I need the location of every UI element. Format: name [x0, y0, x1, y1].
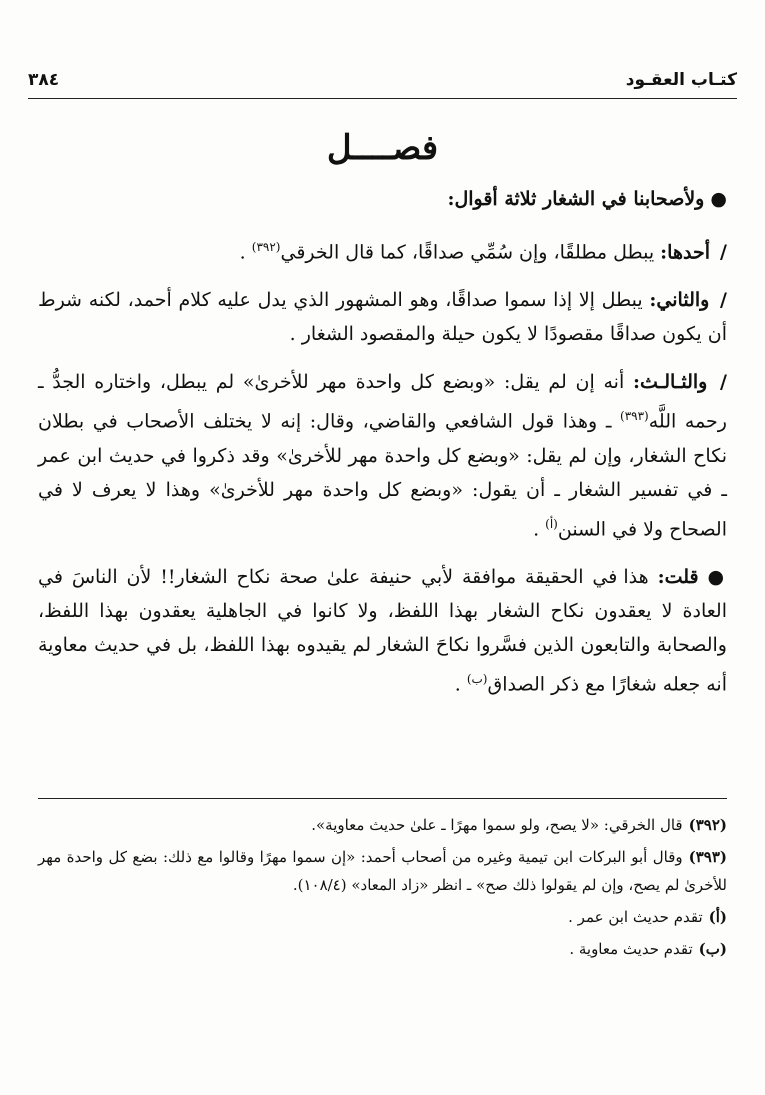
bullet-marker: ●	[707, 565, 727, 588]
footnote-ref: (٣٩٢)	[251, 240, 281, 254]
footnote	[38, 811, 727, 839]
main-text	[38, 182, 727, 715]
paragraph-text: يبطل إلا إذا سموا صداقًا، وهو المشهور الذي يدل عليه كلام أحمد، لكنه شرط أن يكون صداقًا مقصودًا لا يكون حيلة والمقصود الشغار .	[38, 289, 727, 346]
paragraph-lead: والثـالـث:	[632, 371, 708, 394]
slash-marker: /	[720, 371, 727, 394]
paragraph-tail: .	[533, 517, 540, 540]
paragraph-lead: والثاني:	[649, 289, 710, 312]
paragraph-text: أنه إن لم يقل: «وبضع كل واحدة مهر للأخرىٰ» لم يبطل، واختاره الجدُّ ـ رحمه اللَّه	[38, 371, 727, 433]
footnote-number: (ب)	[698, 940, 727, 958]
footnote-number: (٣٩٢)	[688, 816, 727, 834]
bullet-marker: ●	[710, 188, 727, 210]
footnote-text: تقدم حديث معاوية .	[569, 940, 693, 958]
footnote-ref: (أ)	[545, 516, 558, 531]
paragraph	[38, 283, 727, 351]
paragraph-lead: قلت:	[657, 565, 699, 588]
paragraph-text: هذا في الحقيقة موافقة لأبي حنيفة علىٰ صحة نكاح الشغار!! لأن الناسَ في العادة لا يعقدون نكاح الشغار بهذا اللفظ، ولا كانوا في الجاهلية يعقدون بهذا اللفظ، والصحابة والتابعون الذين فسَّروا نكاحَ الشغار لم يقيدوه بهذا اللفظ، بل في حديث معاوية أنه جعله شغارًا مع ذكر الصداق	[38, 565, 727, 696]
footnote-number: (٣٩٣)	[688, 848, 727, 866]
paragraph-text: يبطل مطلقًا، وإن سُمِّي صداقًا، كما قال الخرقي	[280, 241, 655, 264]
paragraph	[38, 230, 727, 269]
page-header	[28, 70, 737, 98]
paragraph-tail: .	[239, 241, 246, 264]
paragraph-text: ـ وهذا قول الشافعي والقاضي، وقال: إنه لا يختلف الأصحاب في بطلان نكاح الشغار، وإن لم يقل: «وبضع كل واحدة مهر للأخرىٰ» وقد ذكروا في حديث ابن عمر ـ في تفسير الشغار ـ أن يقول: «وبضع كل واحدة مهر للأخرىٰ» وهذا لا يعرف لا في الصحاح ولا في السنن	[38, 410, 727, 540]
paragraph	[38, 365, 727, 546]
chapter-title: فصــــل	[326, 128, 439, 168]
paragraph	[38, 560, 727, 701]
footnote	[38, 935, 727, 963]
slash-marker: /	[720, 241, 727, 264]
footnote-ref: (٣٩٣)	[620, 409, 649, 424]
footnotes	[38, 798, 727, 967]
header-rule	[28, 98, 737, 99]
paragraph-lead: أحدها:	[660, 241, 710, 264]
paragraph	[38, 182, 727, 216]
running-title: كتـاب العقـود	[625, 70, 737, 90]
slash-marker: /	[720, 289, 727, 312]
paragraph-tail: .	[454, 673, 461, 696]
footnote	[38, 843, 727, 899]
footnote-text: وقال أبو البركات ابن تيمية وغيره من أصحاب أحمد: «إن سموا مهرًا وقالوا مع ذلك: بضع كل واحدة مهر للأخرىٰ لم يصح، وإن لم يقولوا ذلك صح» ـ انظر «زاد المعاد» (١٠٨/٤).	[38, 848, 727, 894]
footnote-text: تقدم حديث ابن عمر .	[568, 908, 703, 926]
footnote	[38, 903, 727, 931]
footnote-number: (أ)	[708, 908, 727, 926]
footnote-text: قال الخرقي: «لا يصح، ولو سموا مهرًا ـ علىٰ حديث معاوية».	[311, 816, 683, 834]
paragraph-lead: ولأصحابنا في الشغار ثلاثة أقوال:	[447, 188, 705, 210]
footnote-ref: (ب)	[466, 671, 488, 686]
page-number: ٣٨٤	[28, 70, 60, 90]
